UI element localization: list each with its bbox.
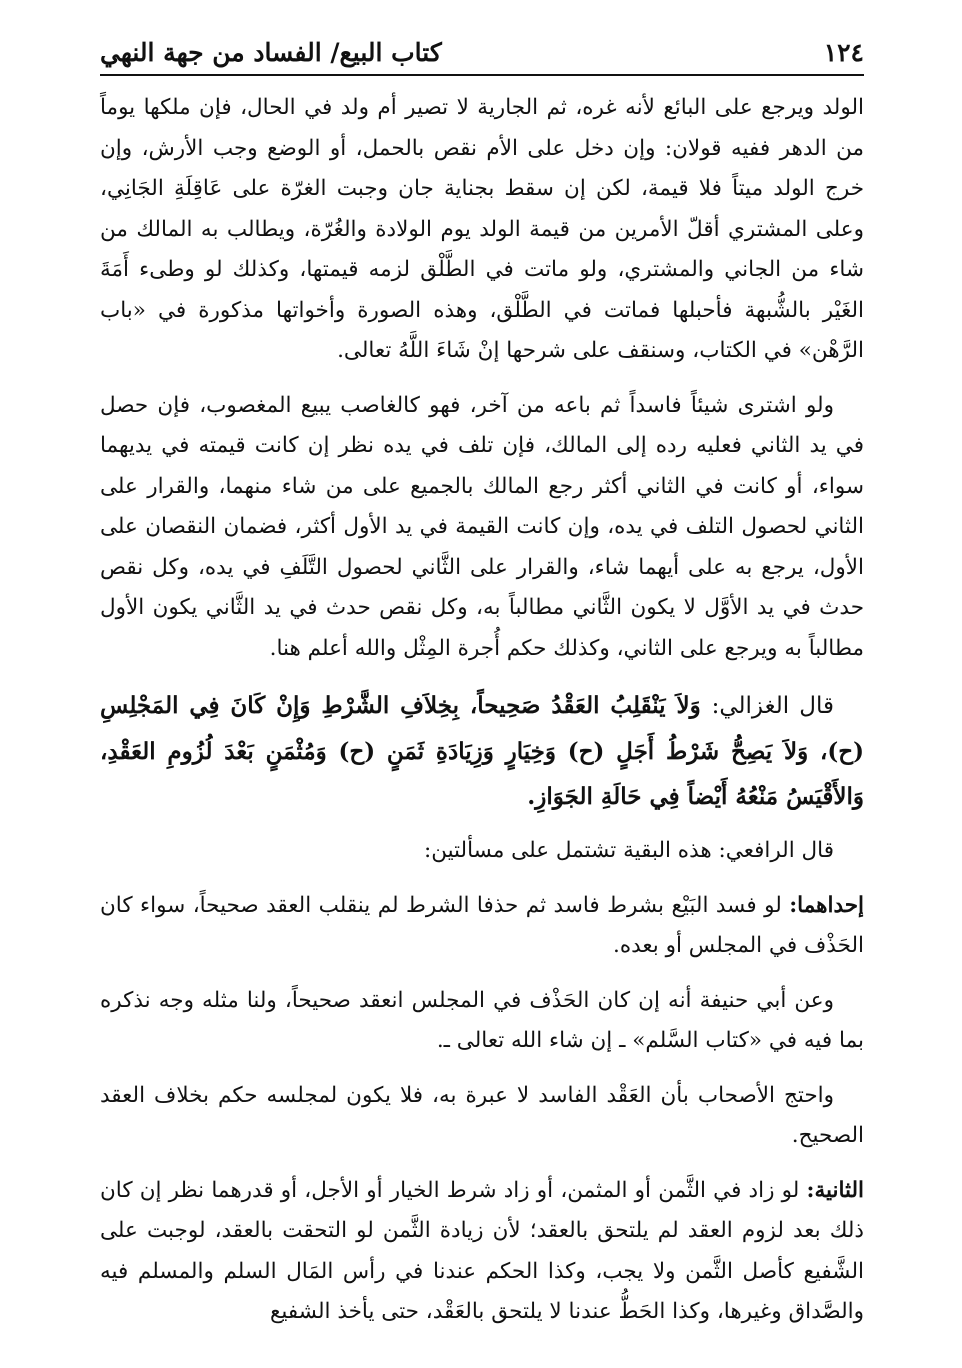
paragraph-text: واحتج الأصحاب بأن العَقْد الفاسد لا عبرة به، فلا يكون لمجلسه حكم بخلاف العقد الصحيح. — [100, 1082, 864, 1148]
paragraph-text: ولو اشترى شيئاً فاسداً ثم باعه من آخر، فهو كالغاصب يبيع المغصوب، فإن حصل في يد الثاني فعليه رده إلى المالك، فإن تلف في يده نظر إن كانت قيمته في يديهما سواء، أو كانت في الثاني أكثر رجع المالك بالجميع على من شاء منهما، والقرار على الثاني لحصول التلف في يده، وإن كانت القيمة في يد الأول أكثر، فضمان النقصان على الأول، يرجع به على أيهما شاء، والقرار على الثَّاني لحصول التَّلَفِ في يده، وكل نقص حدث في يد الأوَّل لا يكون الثَّاني مطالباً به، وكل نقص حدث في يد الثَّاني يكون الأول مطالباً به ويرجع على الثاني، وكذلك حكم أُجرة المِثْل والله أعلم هنا. — [100, 392, 864, 661]
sharh-paragraph-2 — [100, 886, 864, 967]
paragraph-2 — [100, 386, 864, 670]
paragraph-1 — [100, 88, 864, 372]
paragraph-text: الولد ويرجع على البائع لأنه غره، ثم الجارية لا تصير أم ولد في الحال، فإن ملكها يوماً من الدهر ففيه قولان: وإن دخل على الأم نقص بالحمل، أو الوضع وجب الأرش، وإن خرج الولد ميتاً فلا قيمة، لكن إن سقط بجناية جان وجبت الغرّة على عَاقِلَةِ الجَانِي، وعلى المشتري أقلّ الأمرين من قيمة الولد يوم الولادة والغُرّة، ويطالب به المالك من شاء من الجاني والمشتري، ولو ماتت في الطَّلْق لزمه قيمتها، وكذلك لو وطىء أَمَةَ الغَيْر بالشُّبهة فأحبلها فماتت في الطَّلْق، وهذه الصورة وأخواتها مذكورة في «باب الرَّهْن» في الكتاب، وسنقف على شرحها إنْ شَاءَ اللَّهُ تعالى. — [100, 95, 864, 363]
page-number: ١٢٤ — [823, 37, 864, 67]
header-title: كتاب البيع/ الفساد من جهة النهي — [100, 37, 442, 67]
header-divider — [100, 74, 864, 76]
sharh-paragraph-1 — [100, 831, 864, 872]
sharh-paragraph-3 — [100, 981, 864, 1062]
paragraph-text: لو فسد البَيْع بشرط فاسد ثم حذفا الشرط لم ينقلب العقد صحيحاً، سواء كان الحَذْف في المجلس أو بعده. — [100, 892, 864, 958]
issue-lead: الثانية: — [806, 1177, 865, 1203]
page-body — [100, 88, 864, 1347]
sharh-paragraph-4 — [100, 1076, 864, 1157]
matn-lead: قال الغزالي: — [711, 693, 834, 719]
sharh-paragraph-5 — [100, 1171, 864, 1333]
issue-lead: إحداهما: — [789, 892, 864, 918]
ghazali-text — [100, 683, 864, 819]
paragraph-text: قال الرافعي: هذه البقية تشتمل على مسألتين: — [423, 838, 834, 863]
running-header — [100, 30, 864, 74]
paragraph-text: لو زاد في الثَّمن أو المثمن، أو زاد شرط الخيار أو الأجل، أو قدرهما نظر إن كان ذلك بعد لزوم العقد لم يلتحق بالعقد؛ لأن زيادة الثَّمن لو التحقت بالعقد، لوجبت على الشَّفيع كأصل الثَّمن ولا يجب، وكذا الحكم عندنا في رأس المَال السلم والمسلم فيه والصَّداق وغيرها، وكذا الحَطُّ عندنا لا يلتحق بالعَقْد، حتى يأخذ الشفيع — [100, 1177, 864, 1324]
matn-text: وَلاَ يَنْقَلِبُ العَقْدُ صَحِيحاً، بِخِلاَفِ الشَّرْطِ وَإِنْ كَانَ فِي المَجْلِسِ (ح)، وَلاَ يَصِحُّ شَرْطُ أَجَلٍ (ح) وَخِيَارٍ وَزِيَادَةِ ثَمَنٍ (ح) وَمُثْمَنٍ بَعْدَ لُزُومِ العَقْدِ، وَالأَقْيَسُ مَنْعُهُ أَيْضاً فِي حَالَةِ الجَوَازِ. — [100, 692, 864, 810]
paragraph-text: وعن أبي حنيفة أنه إن كان الحَذْف في المجلس انعقد صحيحاً، ولنا مثله وجه نذكره بما فيه في «كتاب السَّلم» ـ إن شاء الله تعالى ـ. — [100, 987, 864, 1053]
